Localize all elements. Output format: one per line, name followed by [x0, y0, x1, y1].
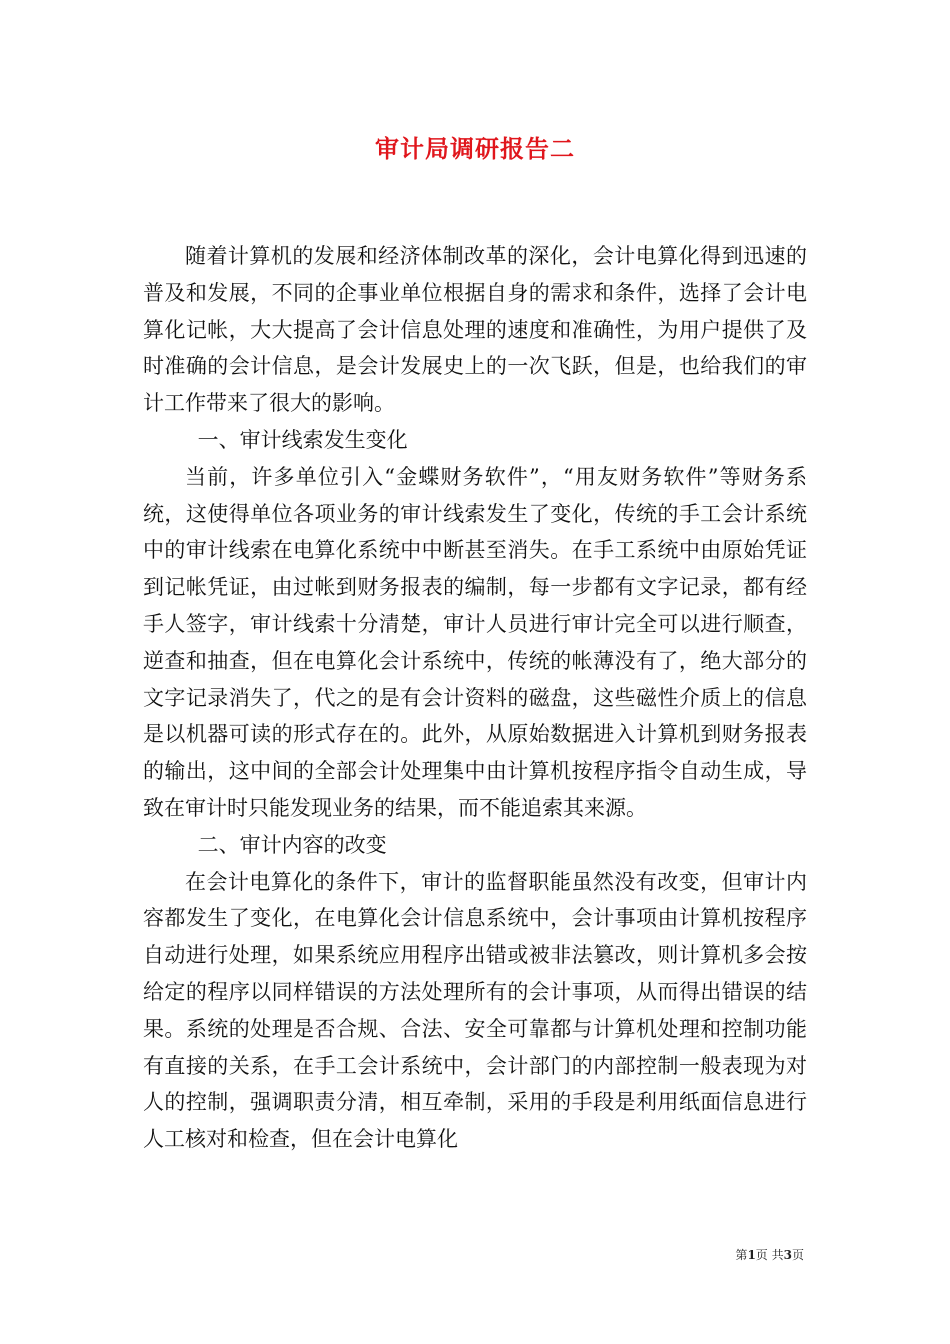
footer-total-pages: 3: [783, 1248, 792, 1262]
footer-suffix: 页: [791, 1248, 804, 1262]
page-number-footer: [735, 1246, 804, 1263]
footer-prefix: 第: [735, 1248, 748, 1262]
document-body: [143, 238, 807, 1158]
intro-paragraph: 随着计算机的发展和经济体制改革的深化，会计电算化得到迅速的普及和发展，不同的企事业单位根据自身的需求和条件，选择了会计电算化记帐，大大提高了会计信息处理的速度和准确性，为用户提供了及时准确的会计信息，是会计发展史上的一次飞跃，但是，也给我们的审计工作带来了很大的影响。: [143, 244, 807, 416]
footer-current-page: 1: [747, 1248, 756, 1262]
section-heading-1: 一、审计线索发生变化: [197, 427, 408, 452]
section-1-paragraph: 当前，许多单位引入“金蝶财务软件”，“用友财务软件”等财务系统，这使得单位各项业务的审计线索发生了变化，传统的手工会计系统中的审计线索在电算化系统中中断甚至消失。在手工系统中由原始凭证到记帐凭证，由过帐到财务报表的编制，每一步都有文字记录，都有经手人签字，审计线索十分清楚，审计人员进行审计完全可以进行顺查，逆查和抽查，但在电算化会计系统中，传统的帐薄没有了，绝大部分的文字记录消失了，代之的是有会计资料的磁盘，这些磁性介质上的信息是以机器可读的形式存在的。此外，从原始数据进入计算机到财务报表的输出，这中间的全部会计处理集中由计算机按程序指令自动生成，导致在审计时只能发现业务的结果，而不能追索其来源。: [143, 464, 807, 820]
footer-middle: 页 共: [755, 1248, 784, 1262]
section-2-paragraph: 在会计电算化的条件下，审计的监督职能虽然没有改变，但审计内容都发生了变化，在电算化会计信息系统中，会计事项由计算机按程序自动进行处理，如果系统应用程序出错或被非法篡改，则计算机多会按给定的程序以同样错误的方法处理所有的会计事项，从而得出错误的结果。系统的处理是否合规、合法、安全可靠都与计算机处理和控制功能有直接的关系，在手工会计系统中，会计部门的内部控制一般表现为对人的控制，强调职责分清，相互牵制，采用的手段是利用纸面信息进行人工核对和检查，但在会计电算化: [143, 869, 807, 1152]
document-title: 审计局调研报告二: [375, 134, 575, 163]
section-heading-2: 二、审计内容的改变: [197, 832, 387, 857]
